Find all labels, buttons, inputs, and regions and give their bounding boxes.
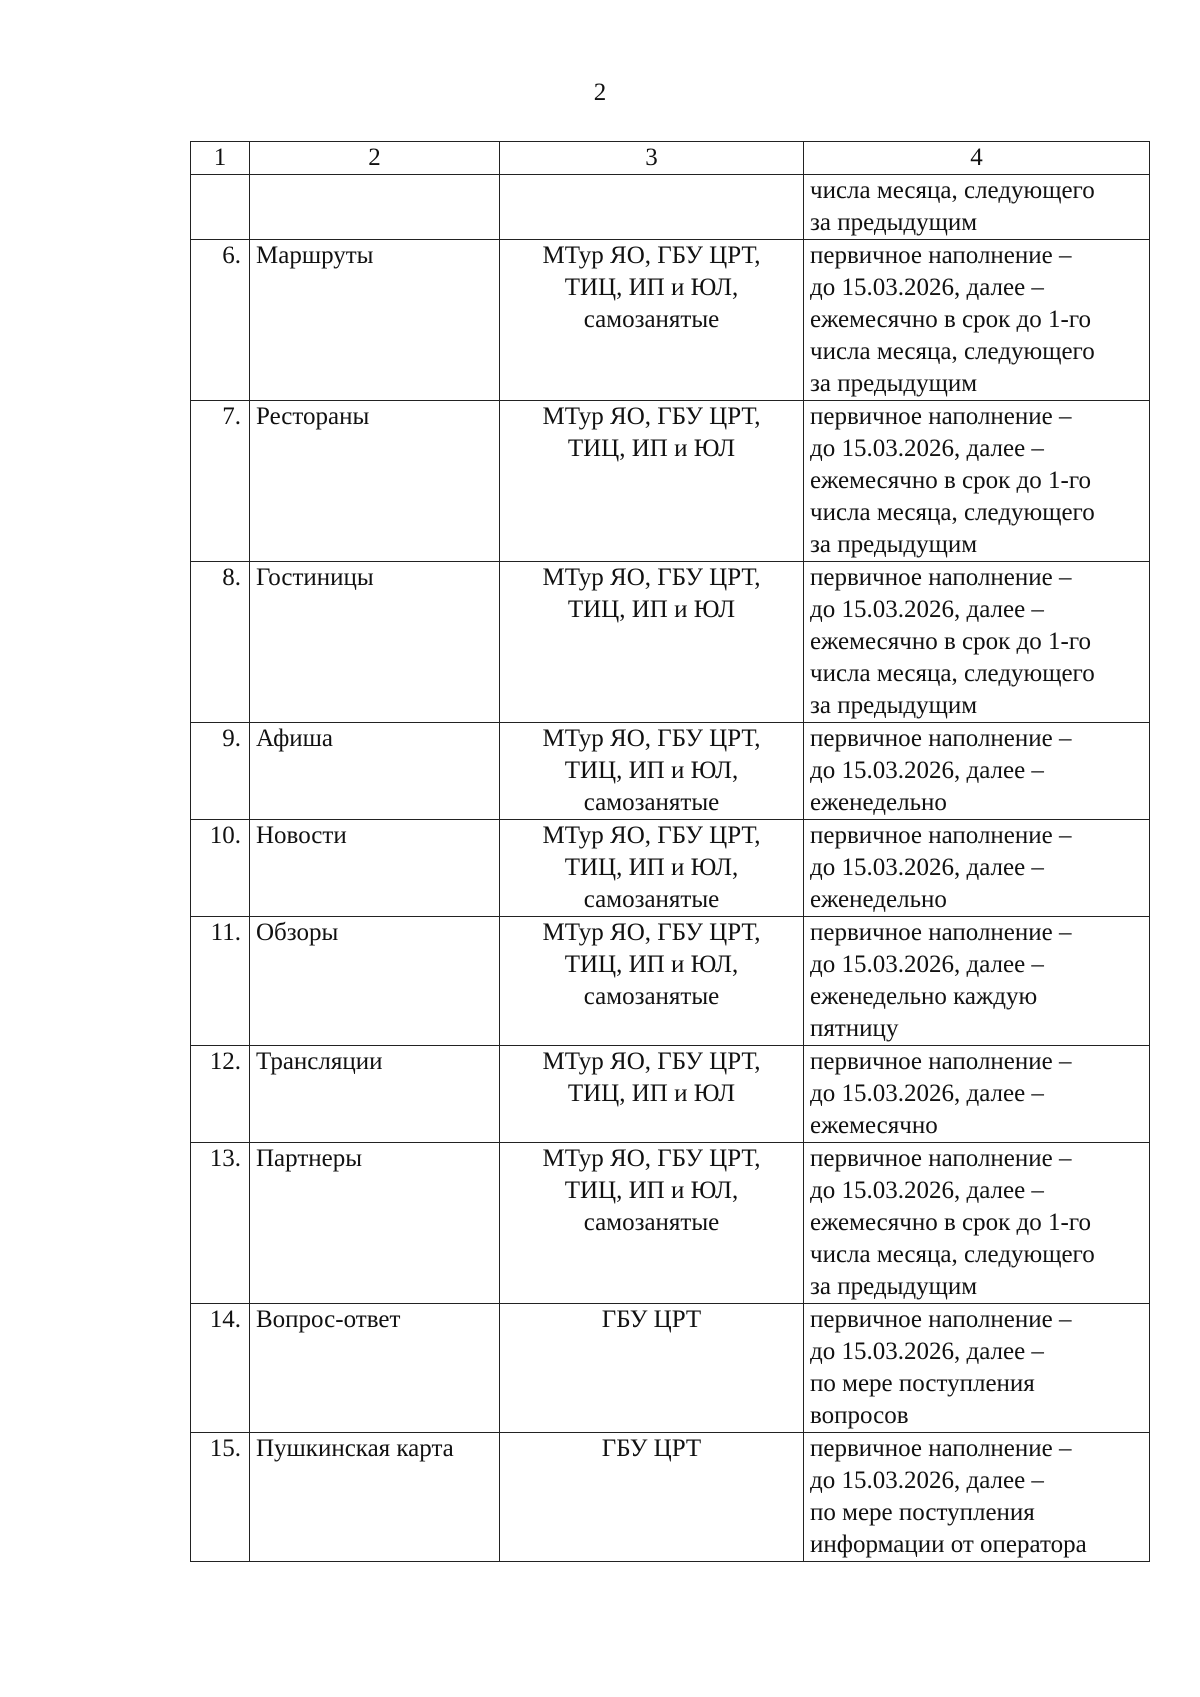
table-row [191,240,1150,401]
section-name-cell: Новости [250,820,500,917]
responsible-cell: ГБУ ЦРТ [500,1433,804,1562]
section-name-cell [250,175,500,240]
section-name-cell: Пушкинская карта [250,1433,500,1562]
table-row-continuation [191,175,1150,240]
section-name-cell: Афиша [250,723,500,820]
deadline-cell: первичное наполнение – до 15.03.2026, далее – ежемесячно в срок до 1-го числа месяца, следующего за предыдущим [804,401,1150,562]
row-number-cell [191,175,250,240]
section-name-cell: Маршруты [250,240,500,401]
deadline-cell: первичное наполнение – до 15.03.2026, далее – ежемесячно [804,1046,1150,1143]
row-number-cell: 14. [191,1304,250,1433]
table-row [191,820,1150,917]
responsible-cell: МТур ЯО, ГБУ ЦРТ, ТИЦ, ИП и ЮЛ, самозанятые [500,1143,804,1304]
responsible-cell: ГБУ ЦРТ [500,1304,804,1433]
table-row [191,1304,1150,1433]
deadline-cell: числа месяца, следующего за предыдущим [804,175,1150,240]
column-header: 4 [804,142,1150,175]
section-name-cell: Трансляции [250,1046,500,1143]
responsible-cell: МТур ЯО, ГБУ ЦРТ, ТИЦ, ИП и ЮЛ, самозанятые [500,917,804,1046]
row-number-cell: 13. [191,1143,250,1304]
deadline-cell: первичное наполнение – до 15.03.2026, далее – еженедельно [804,820,1150,917]
responsible-cell: МТур ЯО, ГБУ ЦРТ, ТИЦ, ИП и ЮЛ [500,562,804,723]
responsible-cell: МТур ЯО, ГБУ ЦРТ, ТИЦ, ИП и ЮЛ, самозанятые [500,820,804,917]
deadline-cell: первичное наполнение – до 15.03.2026, далее – еженедельно [804,723,1150,820]
row-number-cell: 12. [191,1046,250,1143]
section-name-cell: Вопрос-ответ [250,1304,500,1433]
responsible-cell: МТур ЯО, ГБУ ЦРТ, ТИЦ, ИП и ЮЛ [500,401,804,562]
responsible-cell: МТур ЯО, ГБУ ЦРТ, ТИЦ, ИП и ЮЛ [500,1046,804,1143]
column-header: 3 [500,142,804,175]
row-number-cell: 6. [191,240,250,401]
section-name-cell: Рестораны [250,401,500,562]
table-row [191,1433,1150,1562]
section-name-cell: Обзоры [250,917,500,1046]
table-row [191,1143,1150,1304]
section-name-cell: Гостиницы [250,562,500,723]
responsible-cell: МТур ЯО, ГБУ ЦРТ, ТИЦ, ИП и ЮЛ, самозанятые [500,723,804,820]
row-number-cell: 7. [191,401,250,562]
responsible-cell: МТур ЯО, ГБУ ЦРТ, ТИЦ, ИП и ЮЛ, самозанятые [500,240,804,401]
responsible-cell [500,175,804,240]
page-number: 2 [593,79,607,106]
table-row [191,917,1150,1046]
deadline-cell: первичное наполнение – до 15.03.2026, далее – по мере поступления информации от оператора [804,1433,1150,1562]
row-number-cell: 15. [191,1433,250,1562]
column-header: 1 [191,142,250,175]
row-number-cell: 11. [191,917,250,1046]
row-number-cell: 9. [191,723,250,820]
column-header: 2 [250,142,500,175]
table-row [191,723,1150,820]
table-row [191,401,1150,562]
table-header-row [191,142,1150,175]
row-number-cell: 10. [191,820,250,917]
deadline-cell: первичное наполнение – до 15.03.2026, далее – по мере поступления вопросов [804,1304,1150,1433]
table-row [191,1046,1150,1143]
section-name-cell: Партнеры [250,1143,500,1304]
deadline-cell: первичное наполнение – до 15.03.2026, далее – ежемесячно в срок до 1-го числа месяца, следующего за предыдущим [804,562,1150,723]
schedule-table [190,141,1150,1562]
row-number-cell: 8. [191,562,250,723]
deadline-cell: первичное наполнение – до 15.03.2026, далее – еженедельно каждую пятницу [804,917,1150,1046]
table-row [191,562,1150,723]
deadline-cell: первичное наполнение – до 15.03.2026, далее – ежемесячно в срок до 1-го числа месяца, следующего за предыдущим [804,1143,1150,1304]
deadline-cell: первичное наполнение – до 15.03.2026, далее – ежемесячно в срок до 1-го числа месяца, следующего за предыдущим [804,240,1150,401]
